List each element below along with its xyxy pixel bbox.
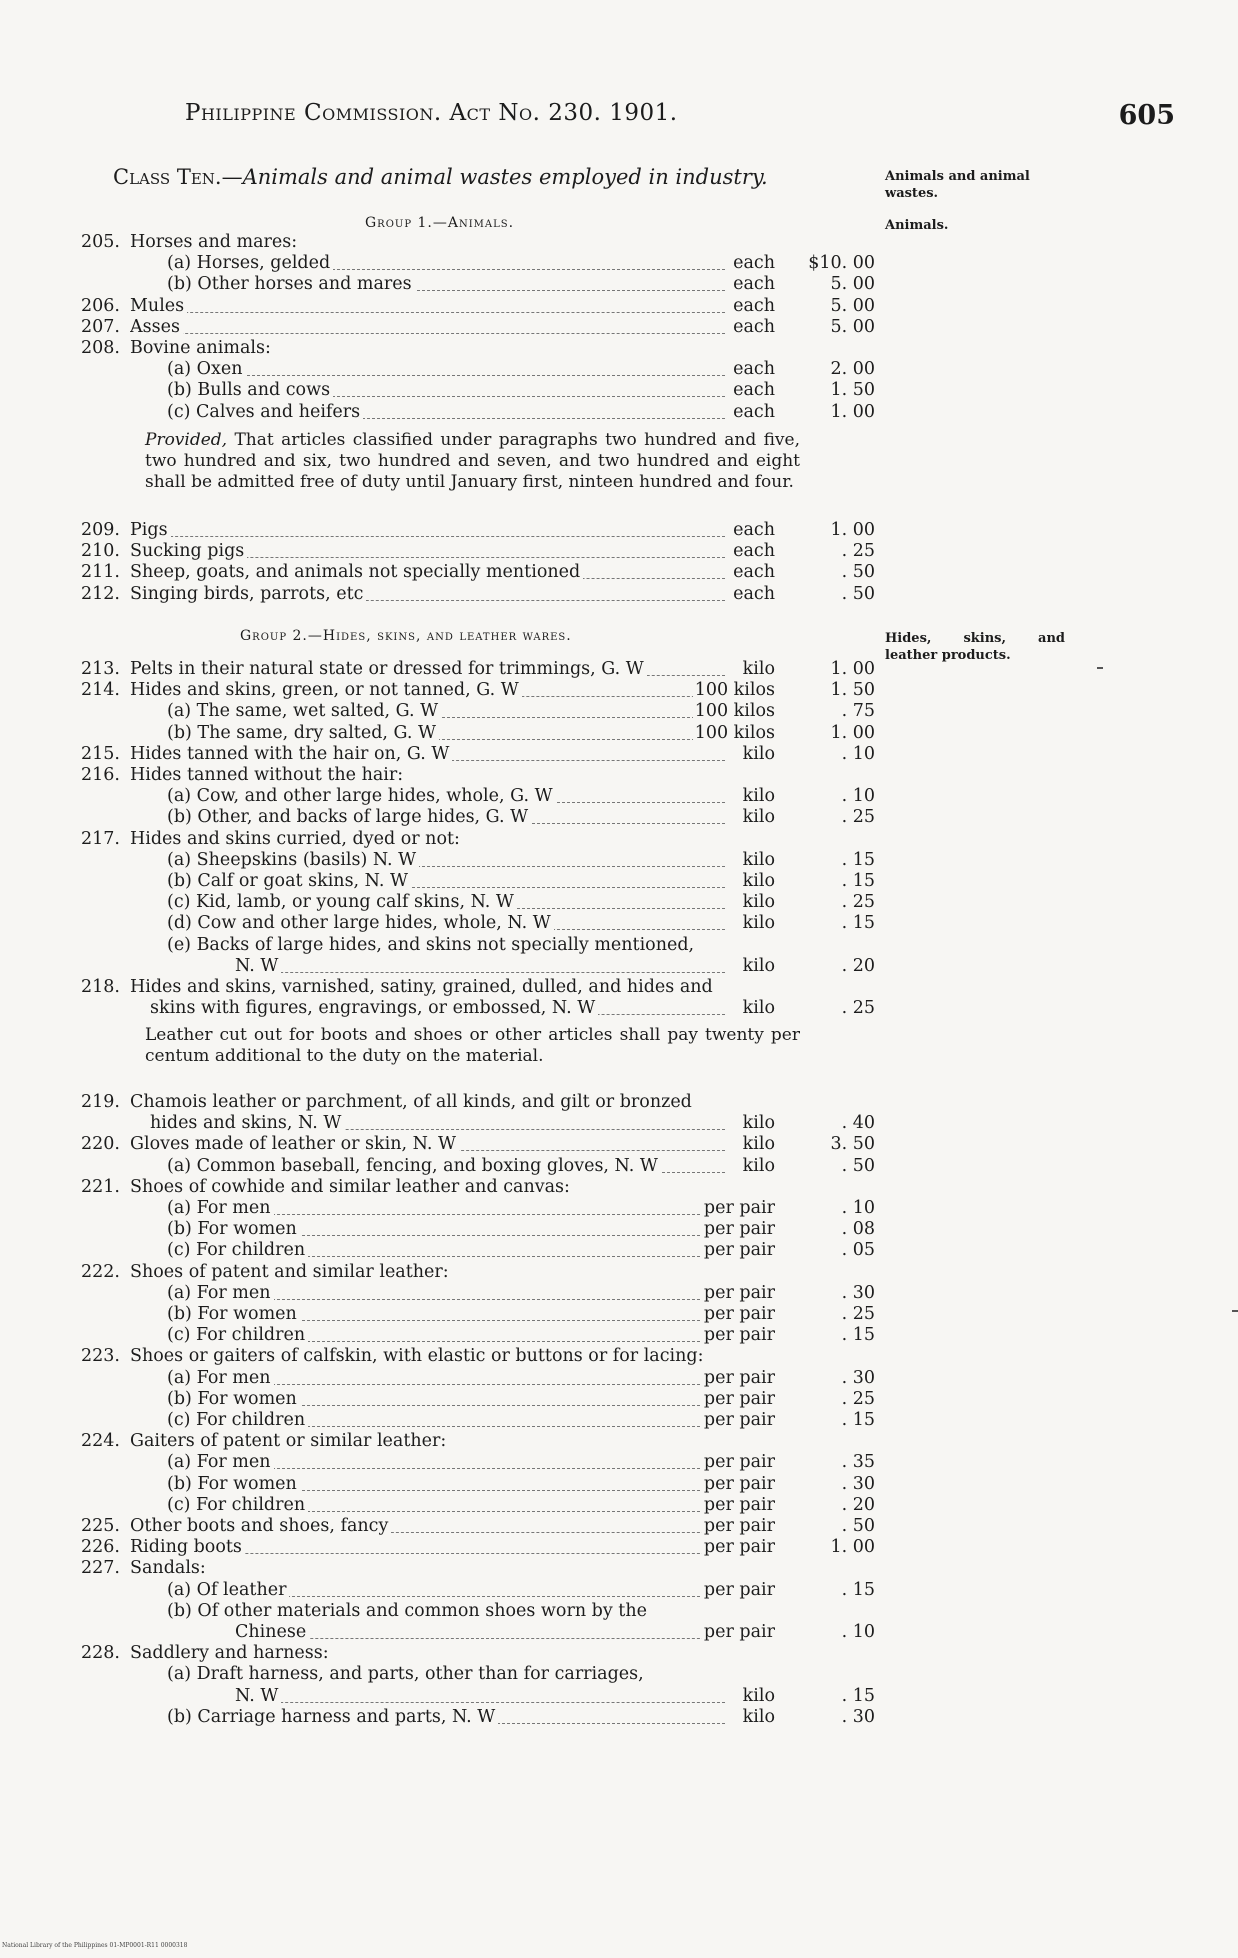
duty-rate: . 15 — [841, 1410, 875, 1430]
duty-rate: . 25 — [841, 1388, 875, 1409]
proviso-italic: Provided, — [145, 430, 228, 450]
item-description: Mules — [130, 296, 187, 316]
paragraph-number: 227. — [81, 1558, 120, 1579]
item-description: Other boots and shoes, fancy — [130, 1516, 391, 1536]
dot-leader — [245, 1637, 725, 1639]
tariff-row — [75, 829, 875, 850]
duty-rate: . 15 — [841, 1325, 875, 1346]
duty-rate: . 15 — [841, 871, 875, 891]
duty-unit: kilo — [742, 955, 775, 976]
item-description: (d) Cow and other large hides, whole, N. W — [167, 913, 554, 933]
tariff-row — [75, 1346, 875, 1367]
item-description: (b) Other horses and mares — [167, 274, 415, 294]
class-heading — [113, 165, 768, 189]
duty-unit: per pair — [703, 1537, 775, 1558]
item-description: Hides and skins curried, dyed or not: — [130, 829, 463, 849]
duty-rate: . 20 — [841, 1494, 875, 1515]
duty-rate: $10. 00 — [808, 253, 875, 274]
paragraph-number: 216. — [81, 765, 120, 785]
duty-unit: per pair — [703, 1367, 775, 1388]
paragraph-number: 209. — [81, 520, 120, 540]
tariff-row — [75, 402, 875, 423]
tariff-row — [75, 1495, 875, 1516]
item-description: (c) For children — [167, 1410, 308, 1430]
duty-rate: . 75 — [841, 701, 875, 722]
duty-rate: . 10 — [841, 743, 875, 764]
header-title: Philippine Commission. Act No. 230. 1901. — [185, 100, 678, 126]
duty-unit: kilo — [742, 892, 775, 913]
item-description: N. W — [235, 1686, 281, 1706]
duty-unit: kilo — [742, 1113, 775, 1134]
tariff-row — [75, 1368, 875, 1389]
duty-rate: . 35 — [841, 1452, 875, 1473]
item-description: (b) For women — [167, 1304, 300, 1324]
duty-unit: per pair — [703, 1198, 775, 1218]
tariff-row — [75, 850, 875, 871]
tariff-row — [75, 584, 875, 605]
paragraph-number: 228. — [81, 1643, 120, 1664]
duty-rate: . 15 — [841, 1685, 875, 1706]
tariff-row — [75, 1707, 875, 1728]
duty-rate: . 30 — [841, 1367, 875, 1388]
tariff-row — [75, 1198, 875, 1219]
item-description: Singing birds, parrots, etc — [130, 584, 366, 604]
paragraph-number: 213. — [81, 659, 120, 679]
tariff-row — [75, 1325, 875, 1346]
item-description: Horses and mares: — [130, 232, 300, 252]
tariff-row — [75, 1219, 875, 1240]
duty-rate: . 50 — [841, 1516, 875, 1536]
item-description: Shoes of patent and similar leather: — [130, 1262, 452, 1282]
paragraph-number: 223. — [81, 1346, 120, 1367]
tariff-row — [75, 680, 875, 701]
dot-leader — [245, 971, 725, 973]
duty-unit: each — [733, 316, 775, 337]
duty-rate: . 40 — [841, 1113, 875, 1134]
margin-note-animals: Animals. — [885, 218, 949, 233]
item-description: (a) Sheepskins (basils) N. W — [167, 850, 419, 870]
paragraph-number: 224. — [81, 1431, 120, 1452]
duty-unit: kilo — [742, 1134, 775, 1155]
duty-unit: 100 kilos — [694, 680, 775, 701]
duty-rate: 3. 50 — [830, 1134, 875, 1155]
duty-unit: kilo — [742, 807, 775, 828]
item-description: (a) Cow, and other large hides, whole, G. W — [167, 786, 556, 806]
dot-leader — [140, 535, 725, 537]
tariff-row — [75, 541, 875, 562]
duty-rate: 1. 00 — [830, 659, 875, 679]
duty-rate: . 15 — [841, 913, 875, 934]
duty-rate: . 50 — [841, 583, 875, 604]
duty-unit: kilo — [742, 913, 775, 934]
item-description: (b) Bulls and cows — [167, 380, 333, 400]
paragraph-number: 221. — [81, 1176, 120, 1197]
paragraph-number: 214. — [81, 680, 120, 701]
running-header — [185, 100, 1175, 140]
proviso-paragraph — [145, 430, 800, 493]
duty-unit: each — [733, 274, 775, 295]
duty-unit: kilo — [742, 871, 775, 891]
duty-unit: kilo — [742, 1685, 775, 1706]
duty-rate: 1. 00 — [830, 401, 875, 422]
item-description: (a) For men — [167, 1452, 274, 1472]
item-description: (b) Of other materials and common shoes worn by the — [167, 1601, 650, 1621]
tariff-row — [75, 935, 875, 956]
duty-unit: each — [733, 562, 775, 583]
leather-note-paragraph: Leather cut out for boots and shoes or other articles shall pay twenty per centum additional to the duty on the material. — [145, 1025, 800, 1066]
item-description: Chamois leather or parchment, of all kinds, and gilt or bronzed — [130, 1092, 695, 1112]
tariff-row — [75, 317, 875, 338]
paragraph-number: 215. — [81, 743, 120, 764]
tariff-row — [75, 1580, 875, 1601]
duty-unit: kilo — [742, 786, 775, 807]
tariff-row — [75, 380, 875, 401]
paragraph-number: 205. — [81, 232, 120, 252]
duty-rate: . 50 — [841, 1155, 875, 1176]
duty-unit: per pair — [703, 1219, 775, 1240]
proviso-text: That articles classified under paragraphs two hundred and five, two hundred and six, two hundred and seven, and two hundred and eight shall be admitted free of duty until January first, ninteen hundred and four. — [145, 430, 800, 492]
paragraph-number: 222. — [81, 1261, 120, 1282]
tariff-row — [75, 807, 875, 828]
tariff-row — [75, 1601, 875, 1622]
tariff-row — [75, 520, 875, 541]
paragraph-number: 226. — [81, 1537, 120, 1558]
item-description: (c) For children — [167, 1325, 308, 1345]
duty-unit: each — [733, 359, 775, 380]
item-description: (b) For women — [167, 1474, 300, 1494]
tariff-row — [75, 701, 875, 722]
duty-rate: . 30 — [841, 1706, 875, 1727]
item-description: hides and skins, N. W — [150, 1113, 344, 1133]
item-description: (b) For women — [167, 1389, 300, 1409]
item-description: (c) Kid, lamb, or young calf skins, N. W — [167, 892, 517, 912]
paragraph-number: 225. — [81, 1516, 120, 1536]
tariff-row — [75, 1516, 875, 1537]
margin-note-class: Animals and animal wastes. — [885, 169, 1030, 201]
tariff-row — [75, 253, 875, 274]
item-description: (a) For men — [167, 1198, 274, 1218]
paragraph-number: 217. — [81, 828, 120, 849]
item-description: Bovine animals: — [130, 338, 274, 358]
duty-unit: per pair — [703, 1388, 775, 1409]
duty-unit: per pair — [703, 1452, 775, 1473]
item-description: Asses — [130, 317, 183, 337]
duty-unit: each — [733, 583, 775, 604]
duty-unit: kilo — [742, 1155, 775, 1176]
duty-unit: each — [733, 401, 775, 422]
duty-unit: per pair — [703, 1473, 775, 1494]
tariff-row — [75, 659, 875, 680]
duty-rate: 5. 00 — [830, 295, 875, 316]
tariff-row — [75, 1452, 875, 1473]
tariff-row — [75, 359, 875, 380]
duty-unit: per pair — [703, 1325, 775, 1346]
duty-unit: kilo — [742, 1706, 775, 1727]
item-description: Riding boots — [130, 1537, 245, 1557]
duty-rate: 1. 50 — [830, 680, 875, 701]
duty-unit: each — [733, 295, 775, 316]
duty-unit: per pair — [703, 1304, 775, 1324]
tariff-row — [75, 744, 875, 765]
tariff-row — [75, 1156, 875, 1177]
item-description: Sheep, goats, and animals not specially mentioned — [130, 562, 583, 582]
duty-unit: 100 kilos — [694, 722, 775, 743]
footer-credit: National Library of the Philippines 01-MP0001-R11 0000318 — [2, 1942, 188, 1949]
item-description: (c) Calves and heifers — [167, 402, 363, 422]
item-description: (b) For women — [167, 1219, 300, 1239]
item-description: (a) Common baseball, fencing, and boxing gloves, N. W — [167, 1156, 661, 1176]
duty-rate: . 25 — [841, 807, 875, 828]
duty-unit: per pair — [703, 1622, 775, 1642]
class-heading-prefix: Class Ten.— — [113, 165, 243, 189]
duty-unit: per pair — [703, 1579, 775, 1600]
item-description: Hides tanned with the hair on, G. W — [130, 744, 452, 764]
item-description: (b) The same, dry salted, G. W — [167, 723, 439, 743]
tariff-row — [75, 1474, 875, 1495]
duty-unit: 100 kilos — [694, 701, 775, 722]
item-description: (b) Other, and backs of large hides, G. W — [167, 807, 531, 827]
tariff-row — [75, 977, 875, 998]
paragraph-number: 212. — [81, 583, 120, 604]
tariff-row — [75, 1622, 875, 1643]
item-description: (b) Calf or goat skins, N. W — [167, 871, 411, 891]
tariff-row — [75, 998, 875, 1019]
duty-rate: 1. 00 — [830, 520, 875, 540]
item-description: (a) Horses, gelded — [167, 253, 333, 273]
tariff-row — [75, 1113, 875, 1134]
duty-unit: per pair — [703, 1516, 775, 1536]
duty-rate: . 25 — [841, 998, 875, 1019]
duty-unit: kilo — [742, 743, 775, 764]
item-description: (b) Carriage harness and parts, N. W — [167, 1707, 498, 1727]
duty-rate: . 15 — [841, 849, 875, 870]
duty-unit: each — [733, 380, 775, 401]
item-description: Shoes of cowhide and similar leather and canvas: — [130, 1177, 573, 1197]
item-description: Shoes or gaiters of calfskin, with elastic or buttons or for lacing: — [130, 1346, 707, 1366]
tariff-row — [75, 723, 875, 744]
duty-rate: 1. 00 — [830, 722, 875, 743]
tariff-row — [75, 1686, 875, 1707]
duty-unit: each — [733, 520, 775, 540]
duty-rate: . 05 — [841, 1240, 875, 1261]
duty-rate: . 10 — [841, 786, 875, 807]
item-description: Gaiters of patent or similar leather: — [130, 1431, 449, 1451]
item-description: (c) For children — [167, 1240, 308, 1260]
tariff-row — [75, 1134, 875, 1155]
tariff-row — [75, 1262, 875, 1283]
duty-rate: . 30 — [841, 1282, 875, 1303]
page-number: 605 — [1118, 100, 1175, 131]
paragraph-number: 207. — [81, 316, 120, 337]
duty-rate: . 08 — [841, 1219, 875, 1240]
duty-rate: . 30 — [841, 1473, 875, 1494]
item-description: (a) Of leather — [167, 1580, 289, 1600]
item-description: (e) Backs of large hides, and skins not specially mentioned, — [167, 935, 697, 955]
duty-unit: per pair — [703, 1494, 775, 1515]
duty-rate: . 10 — [841, 1622, 875, 1642]
tariff-row — [75, 1240, 875, 1261]
dot-leader — [140, 332, 725, 334]
tariff-row — [75, 1537, 875, 1558]
tariff-row — [75, 1643, 875, 1664]
item-description: (a) Oxen — [167, 359, 246, 379]
duty-unit: per pair — [703, 1282, 775, 1303]
item-description: skins with figures, engravings, or embossed, N. W — [150, 998, 598, 1018]
duty-unit: each — [733, 253, 775, 274]
tariff-row — [75, 338, 875, 359]
duty-rate: . 25 — [841, 541, 875, 562]
duty-rate: . 10 — [841, 1198, 875, 1218]
tariff-row — [75, 1558, 875, 1579]
item-description: Pelts in their natural state or dressed for trimmings, G. W — [130, 659, 647, 679]
paragraph-number: 208. — [81, 338, 120, 358]
item-description: (c) For children — [167, 1495, 308, 1515]
tariff-row — [75, 274, 875, 295]
tariff-row — [75, 765, 875, 786]
class-heading-title: Animals and animal wastes employed in industry. — [242, 165, 768, 189]
duty-rate: . 25 — [841, 892, 875, 913]
tariff-row — [75, 892, 875, 913]
tariff-row — [75, 232, 875, 253]
item-description: Gloves made of leather or skin, N. W — [130, 1134, 459, 1154]
item-description: (a) The same, wet salted, G. W — [167, 701, 441, 721]
duty-unit: per pair — [703, 1410, 775, 1430]
item-description: (a) For men — [167, 1283, 274, 1303]
item-description: (a) For men — [167, 1368, 274, 1388]
group2-heading: Group 2.—Hides, skins, and leather wares. — [240, 628, 572, 644]
item-description: Hides and skins, green, or not tanned, G. W — [130, 680, 522, 700]
tariff-row — [75, 1304, 875, 1325]
paragraph-number: 219. — [81, 1092, 120, 1112]
duty-rate: . 25 — [841, 1304, 875, 1324]
paragraph-number: 211. — [81, 562, 120, 583]
duty-rate: 5. 00 — [830, 274, 875, 295]
duty-unit: kilo — [742, 998, 775, 1019]
tariff-row — [75, 871, 875, 892]
item-description: (a) Draft harness, and parts, other than for carriages, — [167, 1664, 647, 1684]
tariff-row — [75, 1389, 875, 1410]
tariff-row — [75, 1410, 875, 1431]
paragraph-number: 220. — [81, 1134, 120, 1155]
tariff-row — [75, 956, 875, 977]
duty-unit: each — [733, 541, 775, 562]
duty-rate: . 15 — [841, 1579, 875, 1600]
tariff-row — [75, 562, 875, 583]
tariff-row — [75, 913, 875, 934]
item-description: Sandals: — [130, 1558, 209, 1578]
paragraph-number: 218. — [81, 977, 120, 997]
duty-rate: 1. 50 — [830, 380, 875, 401]
tariff-row — [75, 1283, 875, 1304]
dot-leader — [140, 311, 725, 313]
duty-rate: 1. 00 — [830, 1537, 875, 1558]
item-description: Sucking pigs — [130, 541, 247, 561]
tariff-row — [75, 1177, 875, 1198]
tariff-row — [75, 1431, 875, 1452]
item-description: Hides tanned without the hair: — [130, 765, 406, 785]
duty-rate: . 20 — [841, 955, 875, 976]
item-description: N. W — [235, 956, 281, 976]
duty-rate: 2. 00 — [830, 359, 875, 380]
tariff-row — [75, 296, 875, 317]
paragraph-number: 210. — [81, 541, 120, 562]
paragraph-number: 206. — [81, 295, 120, 316]
duty-unit: kilo — [742, 659, 775, 679]
margin-note-hides: Hides, skins, and leather products. — [885, 631, 1065, 663]
item-description: Hides and skins, varnished, satiny, grained, dulled, and hides and — [130, 977, 716, 997]
duty-unit: kilo — [742, 849, 775, 870]
item-description: Pigs — [130, 520, 171, 540]
duty-rate: . 50 — [841, 562, 875, 583]
item-description: Saddlery and harness: — [130, 1643, 332, 1663]
group1-heading: Group 1.—Animals. — [365, 215, 515, 231]
tariff-row — [75, 1092, 875, 1113]
item-description: Chinese — [235, 1622, 309, 1642]
duty-rate: 5. 00 — [830, 316, 875, 337]
tariff-row — [75, 786, 875, 807]
tariff-row — [75, 1664, 875, 1685]
dot-leader — [245, 1701, 725, 1703]
duty-unit: per pair — [703, 1240, 775, 1261]
dot-leader — [177, 374, 725, 376]
